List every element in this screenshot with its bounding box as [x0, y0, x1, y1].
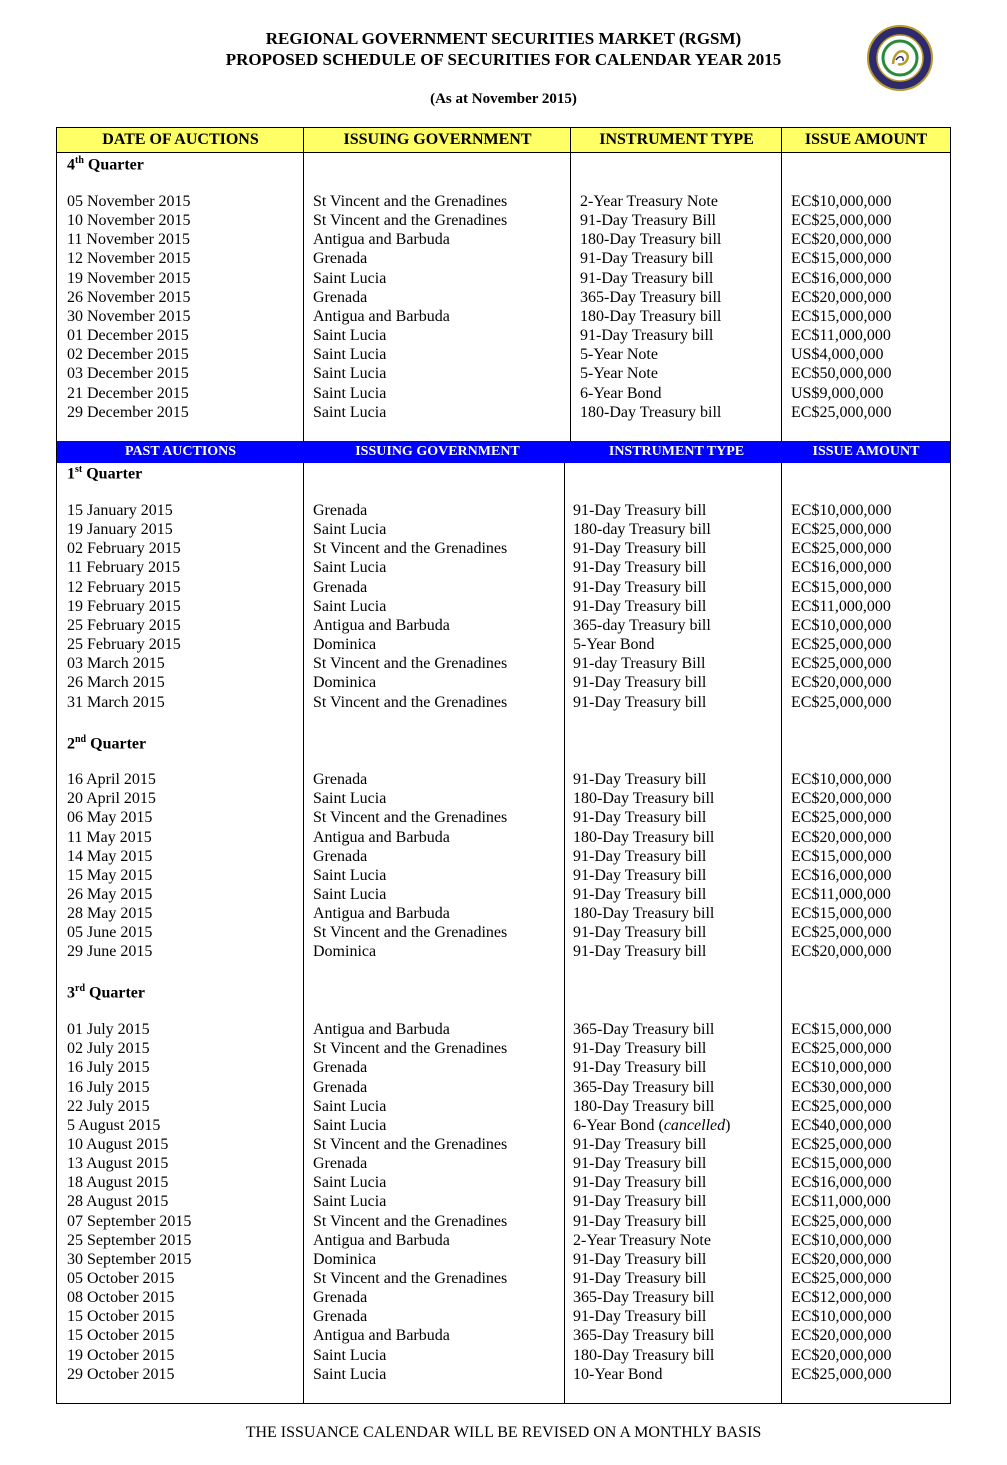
issuing-government: Saint Lucia: [313, 1365, 387, 1383]
table-row: [57, 307, 950, 326]
instrument-type: 365-Day Treasury bill: [573, 1021, 715, 1038]
table-row: [57, 885, 950, 904]
issuing-government: Saint Lucia: [313, 1346, 387, 1364]
issuing-government: Antigua and Barbuda: [313, 905, 450, 922]
issuing-government: Grenada: [313, 1289, 368, 1307]
issuing-government: Saint Lucia: [313, 269, 387, 287]
table-row: [57, 384, 950, 403]
issuing-government: Antigua and Barbuda: [313, 1327, 450, 1345]
instrument-type: 91-Day Treasury bill: [573, 693, 707, 711]
issuing-government: St Vincent and the Grenadines: [313, 212, 508, 230]
auction-date: 01 December 2015: [67, 327, 189, 344]
table-row: [57, 1097, 950, 1116]
issuing-government: Saint Lucia: [313, 384, 387, 402]
auction-date: 02 July 2015: [67, 1040, 150, 1058]
instrument-type: 6-Year Bond (cancelled): [573, 1116, 731, 1134]
issue-amount: US$4,000,000: [791, 346, 884, 364]
auction-date: 31 March 2015: [67, 693, 165, 711]
instrument-type: 91-Day Treasury Bill: [580, 212, 716, 230]
auction-date: 20 April 2015: [67, 790, 156, 808]
upcoming-header-row: [57, 128, 950, 153]
table-row: [57, 1020, 950, 1039]
auction-date: 16 July 2015: [67, 1078, 150, 1096]
issue-amount: EC$20,000,000: [791, 790, 892, 808]
quarter-heading: 3rd Quarter: [67, 983, 145, 1002]
issue-amount: EC$15,000,000: [791, 1155, 892, 1172]
auction-date: 05 November 2015: [67, 193, 191, 210]
table-row: [57, 1192, 950, 1211]
header-past-auctions: PAST AUCTIONS: [124, 444, 237, 459]
issuing-government: St Vincent and the Grenadines: [313, 1270, 508, 1287]
issuing-government: Grenada: [313, 1078, 368, 1096]
issue-amount: EC$25,000,000: [791, 655, 892, 673]
past-header-row: [57, 441, 950, 463]
instrument-type: 365-Day Treasury bill: [573, 1078, 715, 1096]
issuing-government: Saint Lucia: [313, 403, 387, 421]
issue-amount: EC$15,000,000: [791, 578, 892, 596]
issuing-government: St Vincent and the Grenadines: [313, 1212, 508, 1230]
issue-amount: EC$11,000,000: [791, 885, 891, 903]
instrument-type: 91-Day Treasury bill: [573, 540, 707, 558]
document-title-line2: PROPOSED SCHEDULE OF SECURITIES FOR CALENDAR YEAR 2015: [225, 50, 782, 69]
issue-amount: US$9,000,000: [791, 384, 884, 402]
auction-date: 25 February 2015: [67, 616, 181, 634]
auction-date: 15 October 2015: [67, 1327, 175, 1345]
issue-amount: EC$25,000,000: [791, 1212, 892, 1230]
instrument-type: 91-Day Treasury bill: [580, 327, 714, 344]
header-instrument-type: INSTRUMENT TYPE: [599, 131, 754, 148]
issuing-government: Saint Lucia: [313, 346, 387, 364]
issuing-government: Antigua and Barbuda: [313, 1021, 450, 1038]
instrument-type: 180-Day Treasury bill: [573, 1346, 715, 1364]
issuing-government: St Vincent and the Grenadines: [313, 693, 508, 711]
issue-amount: EC$20,000,000: [791, 1250, 892, 1268]
auction-date: 12 February 2015: [67, 578, 181, 596]
instrument-type: 91-Day Treasury bill: [573, 847, 707, 865]
instrument-type: 365-Day Treasury bill: [580, 288, 722, 306]
issue-amount: EC$10,000,000: [791, 1059, 892, 1077]
instrument-type: 91-Day Treasury bill: [573, 559, 707, 577]
issue-amount: EC$11,000,000: [791, 1193, 891, 1211]
auction-date: 21 December 2015: [67, 384, 189, 402]
instrument-type: 91-Day Treasury bill: [573, 502, 707, 519]
issue-amount: EC$40,000,000: [791, 1116, 892, 1134]
auction-date: 19 October 2015: [67, 1346, 175, 1364]
issue-amount: EC$16,000,000: [791, 559, 892, 577]
issue-amount: EC$16,000,000: [791, 866, 892, 884]
instrument-type: 365-Day Treasury bill: [573, 1289, 715, 1307]
issue-amount: EC$20,000,000: [791, 828, 892, 846]
header-issue-amount: ISSUE AMOUNT: [812, 444, 920, 459]
issue-amount: EC$25,000,000: [791, 1097, 892, 1115]
instrument-type: 180-Day Treasury bill: [580, 307, 722, 325]
table-row: [57, 1231, 950, 1250]
auction-date: 10 August 2015: [67, 1135, 169, 1153]
issuing-government: St Vincent and the Grenadines: [313, 1040, 508, 1058]
instrument-type: 365-day Treasury bill: [573, 616, 711, 634]
auction-date: 29 December 2015: [67, 403, 189, 421]
issue-amount: EC$15,000,000: [791, 250, 892, 268]
auction-date: 02 February 2015: [67, 540, 181, 558]
instrument-type: 2-Year Treasury Note: [580, 193, 718, 210]
eccb-seal-logo: [866, 24, 934, 92]
issue-amount: EC$12,000,000: [791, 1289, 892, 1307]
issue-amount: EC$25,000,000: [791, 1040, 892, 1058]
issuing-government: Grenada: [313, 847, 368, 865]
table-row: [57, 866, 950, 885]
issue-amount: EC$15,000,000: [791, 1021, 892, 1038]
issue-amount: EC$11,000,000: [791, 327, 891, 344]
instrument-type: 91-day Treasury Bill: [573, 655, 706, 673]
table-row: [57, 1346, 950, 1365]
issue-amount: EC$10,000,000: [791, 1308, 892, 1326]
issuing-government: Grenada: [313, 771, 368, 788]
table-row: [57, 597, 950, 616]
auction-date: 03 March 2015: [67, 655, 165, 673]
instrument-type: 91-Day Treasury bill: [573, 674, 707, 692]
issue-amount: EC$25,000,000: [791, 693, 892, 711]
issuing-government: Grenada: [313, 250, 368, 268]
instrument-type: 10-Year Bond: [573, 1365, 663, 1383]
table-row: [57, 1154, 950, 1173]
table-row: [57, 847, 950, 866]
instrument-type: 91-Day Treasury bill: [573, 1059, 707, 1077]
issuing-government: Saint Lucia: [313, 1116, 387, 1134]
auction-date: 11 November 2015: [67, 231, 190, 249]
instrument-type: 180-Day Treasury bill: [573, 1097, 715, 1115]
document-title-line1: REGIONAL GOVERNMENT SECURITIES MARKET (RGSM): [265, 29, 742, 48]
header-issuing-government: ISSUING GOVERNMENT: [343, 131, 532, 148]
issue-amount: EC$20,000,000: [791, 1346, 892, 1364]
header-issue-amount: ISSUE AMOUNT: [804, 131, 928, 148]
issue-amount: EC$15,000,000: [791, 307, 892, 325]
auction-date: 28 August 2015: [67, 1193, 169, 1211]
issue-amount: EC$20,000,000: [791, 943, 892, 961]
auction-date: 10 November 2015: [67, 212, 191, 230]
table-row: [57, 654, 950, 673]
issue-amount: EC$20,000,000: [791, 1327, 892, 1345]
auction-date: 11 February 2015: [67, 559, 181, 577]
table-row: [57, 1307, 950, 1326]
table-row: [57, 828, 950, 847]
issue-amount: EC$25,000,000: [791, 1135, 892, 1153]
table-row: [57, 904, 950, 923]
issuing-government: Dominica: [313, 943, 377, 961]
header-date-of-auctions: DATE OF AUCTIONS: [102, 131, 259, 148]
issuing-government: Saint Lucia: [313, 1097, 387, 1115]
auction-date: 03 December 2015: [67, 365, 189, 383]
instrument-type: 91-Day Treasury bill: [573, 809, 707, 827]
table-row: [57, 192, 950, 211]
auction-date: 07 September 2015: [67, 1212, 192, 1230]
issue-amount: EC$25,000,000: [791, 1270, 892, 1287]
issuing-government: Dominica: [313, 636, 377, 653]
table-row: [57, 770, 950, 789]
table-row: [57, 789, 950, 808]
auction-schedule-table: [56, 127, 951, 1404]
issuing-government: Saint Lucia: [313, 597, 387, 615]
header-instrument-type: INSTRUMENT TYPE: [608, 444, 745, 459]
issuing-government: Dominica: [313, 674, 377, 692]
table-row: [57, 520, 950, 539]
revision-note: THE ISSUANCE CALENDAR WILL BE REVISED ON A MONTHLY BASIS: [245, 1424, 762, 1441]
instrument-type: 180-Day Treasury bill: [573, 790, 715, 808]
auction-date: 02 December 2015: [67, 346, 189, 364]
issuing-government: St Vincent and the Grenadines: [313, 1135, 508, 1153]
instrument-type: 91-Day Treasury bill: [573, 924, 707, 942]
table-row: [57, 1135, 950, 1154]
auction-date: 15 May 2015: [67, 866, 153, 884]
instrument-type: 91-Day Treasury bill: [573, 1212, 707, 1230]
table-row: [57, 326, 950, 345]
issue-amount: EC$25,000,000: [791, 521, 892, 539]
issuing-government: Antigua and Barbuda: [313, 828, 450, 846]
auction-date: 15 October 2015: [67, 1308, 175, 1326]
issuing-government: Saint Lucia: [313, 327, 387, 344]
table-row: [57, 1039, 950, 1058]
instrument-type: 91-Day Treasury bill: [573, 771, 707, 788]
instrument-type: 180-Day Treasury bill: [573, 828, 715, 846]
table-row: [57, 693, 950, 712]
auction-date: 30 September 2015: [67, 1250, 192, 1268]
auction-date: 01 July 2015: [67, 1021, 150, 1038]
table-row: [57, 1326, 950, 1345]
table-row: [57, 616, 950, 635]
instrument-type: 91-Day Treasury bill: [573, 1135, 707, 1153]
issue-amount: EC$25,000,000: [791, 636, 892, 653]
instrument-type: 91-Day Treasury bill: [573, 597, 707, 615]
issue-amount: EC$25,000,000: [791, 809, 892, 827]
instrument-type: 180-Day Treasury bill: [580, 403, 722, 421]
issue-amount: EC$25,000,000: [791, 1365, 892, 1383]
auction-date: 16 July 2015: [67, 1059, 150, 1077]
auction-date: 30 November 2015: [67, 307, 191, 325]
instrument-type: 180-Day Treasury bill: [580, 231, 722, 249]
issue-amount: EC$20,000,000: [791, 288, 892, 306]
table-row: [57, 1212, 950, 1231]
quarter-heading: 1st Quarter: [67, 464, 143, 483]
as-at-date: (As at November 2015): [430, 91, 577, 107]
issue-amount: EC$50,000,000: [791, 365, 892, 383]
auction-date: 15 January 2015: [67, 502, 173, 519]
table-row: [57, 211, 950, 230]
auction-date: 25 September 2015: [67, 1231, 192, 1249]
auction-date: 05 June 2015: [67, 924, 153, 942]
table-row: [57, 808, 950, 827]
issue-amount: EC$20,000,000: [791, 231, 892, 249]
instrument-type: 91-Day Treasury bill: [573, 1308, 707, 1326]
table-row: [57, 578, 950, 597]
instrument-type: 5-Year Note: [580, 365, 658, 383]
issue-amount: EC$10,000,000: [791, 193, 892, 210]
table-row: [57, 269, 950, 288]
table-row: [57, 1116, 950, 1135]
table-row: [57, 1173, 950, 1192]
issuing-government: St Vincent and the Grenadines: [313, 655, 508, 673]
issuing-government: Saint Lucia: [313, 365, 387, 383]
issuing-government: Saint Lucia: [313, 1193, 387, 1211]
auction-date: 28 May 2015: [67, 905, 153, 922]
issuing-government: St Vincent and the Grenadines: [313, 540, 508, 558]
instrument-type: 91-Day Treasury bill: [573, 1270, 707, 1287]
table-row: [57, 403, 950, 422]
table-row: [57, 635, 950, 654]
issue-amount: EC$20,000,000: [791, 674, 892, 692]
instrument-type: 91-Day Treasury bill: [573, 1174, 707, 1192]
instrument-type: 91-Day Treasury bill: [573, 578, 707, 596]
instrument-type: 180-Day Treasury bill: [573, 905, 715, 922]
instrument-type: 91-Day Treasury bill: [573, 866, 707, 884]
auction-date: 25 February 2015: [67, 636, 181, 653]
issuing-government: Dominica: [313, 1250, 377, 1268]
auction-date: 18 August 2015: [67, 1174, 169, 1192]
issue-amount: EC$10,000,000: [791, 616, 892, 634]
issuing-government: St Vincent and the Grenadines: [313, 809, 508, 827]
instrument-type: 91-Day Treasury bill: [573, 1040, 707, 1058]
table-row: [57, 539, 950, 558]
auction-date: 26 November 2015: [67, 288, 191, 306]
issuing-government: Saint Lucia: [313, 885, 387, 903]
instrument-type: 91-Day Treasury bill: [573, 943, 707, 961]
issue-amount: EC$11,000,000: [791, 597, 891, 615]
instrument-type: 91-Day Treasury bill: [573, 1250, 707, 1268]
auction-date: 29 June 2015: [67, 943, 153, 961]
table-row: [57, 1078, 950, 1097]
table-row: [57, 501, 950, 520]
issue-amount: EC$25,000,000: [791, 212, 892, 230]
table-row: [57, 364, 950, 383]
instrument-type: 91-Day Treasury bill: [573, 885, 707, 903]
issuing-government: Antigua and Barbuda: [313, 307, 450, 325]
auction-date: 19 February 2015: [67, 597, 181, 615]
table-row: [57, 288, 950, 307]
instrument-type: 180-day Treasury bill: [573, 521, 711, 539]
auction-date: 14 May 2015: [67, 847, 153, 865]
table-row: [57, 1269, 950, 1288]
issue-amount: EC$10,000,000: [791, 1231, 892, 1249]
issue-amount: EC$15,000,000: [791, 905, 892, 922]
issuing-government: Grenada: [313, 1155, 368, 1172]
table-row: [57, 673, 950, 692]
issuing-government: Grenada: [313, 1308, 368, 1326]
issue-amount: EC$15,000,000: [791, 847, 892, 865]
auction-date: 05 October 2015: [67, 1270, 175, 1287]
auction-date: 12 November 2015: [67, 250, 191, 268]
table-row: [57, 923, 950, 942]
issue-amount: EC$16,000,000: [791, 269, 892, 287]
issue-amount: EC$25,000,000: [791, 924, 892, 942]
instrument-type: 91-Day Treasury bill: [573, 1193, 707, 1211]
issuing-government: Antigua and Barbuda: [313, 616, 450, 634]
issuing-government: Antigua and Barbuda: [313, 231, 450, 249]
table-row: [57, 1365, 950, 1384]
auction-date: 19 January 2015: [67, 521, 173, 539]
instrument-type: 91-Day Treasury bill: [573, 1155, 707, 1172]
table-row: [57, 1288, 950, 1307]
issuing-government: Grenada: [313, 1059, 368, 1077]
table-row: [57, 942, 950, 961]
instrument-type: 6-Year Bond: [580, 384, 662, 402]
auction-date: 16 April 2015: [67, 771, 156, 788]
issuing-government: Antigua and Barbuda: [313, 1231, 450, 1249]
table-row: [57, 345, 950, 364]
issuing-government: Grenada: [313, 288, 368, 306]
auction-date: 11 May 2015: [67, 828, 152, 846]
quarter-heading: 2nd Quarter: [67, 734, 147, 753]
issuing-government: St Vincent and the Grenadines: [313, 193, 508, 210]
instrument-type: 91-Day Treasury bill: [580, 269, 714, 287]
auction-date: 26 May 2015: [67, 885, 153, 903]
auction-date: 19 November 2015: [67, 269, 191, 287]
issue-amount: EC$10,000,000: [791, 502, 892, 519]
issuing-government: Grenada: [313, 502, 368, 519]
auction-date: 26 March 2015: [67, 674, 165, 692]
auction-date: 29 October 2015: [67, 1365, 175, 1383]
header-issuing-government: ISSUING GOVERNMENT: [355, 444, 520, 459]
instrument-type: 91-Day Treasury bill: [580, 250, 714, 268]
table-row: [57, 1250, 950, 1269]
issuing-government: Saint Lucia: [313, 1174, 387, 1192]
auction-date: 22 July 2015: [67, 1097, 150, 1115]
instrument-type: 2-Year Treasury Note: [573, 1231, 711, 1249]
issuing-government: Grenada: [313, 578, 368, 596]
table-row: [57, 1058, 950, 1077]
issue-amount: EC$25,000,000: [791, 540, 892, 558]
issue-amount: EC$16,000,000: [791, 1174, 892, 1192]
issuing-government: Saint Lucia: [313, 559, 387, 577]
instrument-type: 365-Day Treasury bill: [573, 1327, 715, 1345]
table-row: [57, 249, 950, 268]
auction-date: 08 October 2015: [67, 1289, 175, 1307]
issuing-government: Saint Lucia: [313, 521, 387, 539]
issue-amount: EC$30,000,000: [791, 1078, 892, 1096]
issuing-government: Saint Lucia: [313, 790, 387, 808]
table-row: [57, 558, 950, 577]
issuing-government: Saint Lucia: [313, 866, 387, 884]
instrument-type: 5-Year Note: [580, 346, 658, 364]
issuing-government: St Vincent and the Grenadines: [313, 924, 508, 942]
table-row: [57, 230, 950, 249]
instrument-type: 5-Year Bond: [573, 636, 655, 653]
issue-amount: EC$25,000,000: [791, 403, 892, 421]
quarter-heading: 4th Quarter: [67, 155, 144, 174]
auction-date: 5 August 2015: [67, 1116, 161, 1134]
auction-date: 06 May 2015: [67, 809, 153, 827]
issue-amount: EC$10,000,000: [791, 771, 892, 788]
auction-date: 13 August 2015: [67, 1155, 169, 1172]
